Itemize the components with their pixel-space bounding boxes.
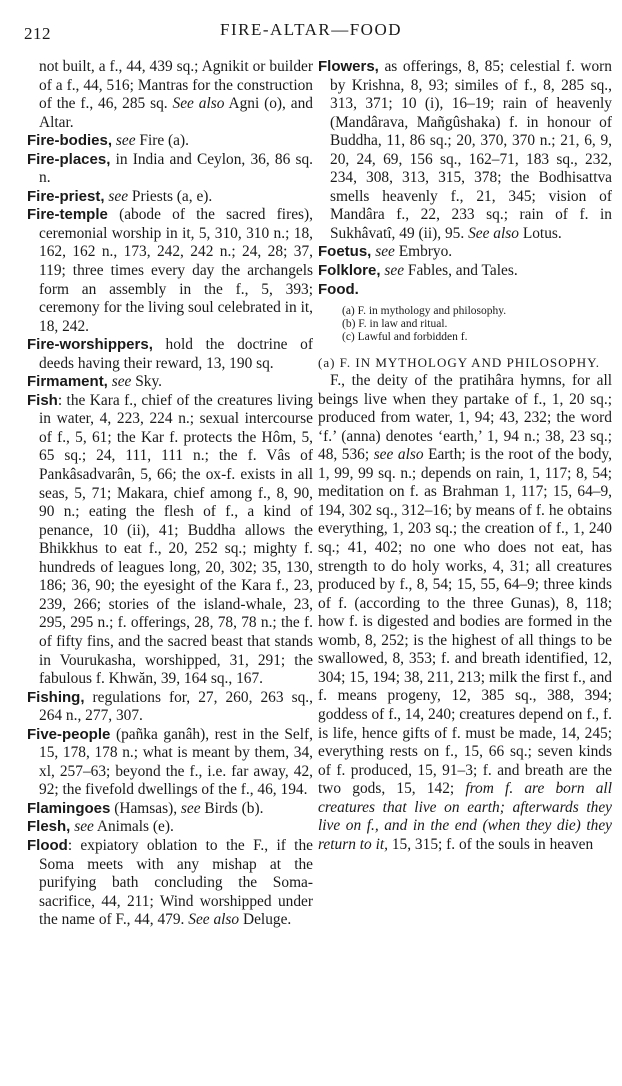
- entry-text: Fables, and Tales.: [407, 262, 518, 280]
- headword: Foetus,: [318, 243, 372, 261]
- entry-text: Earth; is the root of the body, 1, 99, 99 sq. n.; depends on rain, 1, 117; 8, 54; meditation on f. as Brahman 1, 117; 15, 64–9, 194, 302 sq., 312–16; by means of f. he obtains everything, 1, 203 sq.; the creation of f., 1, 240 sq.; 41, 402; no one who does not eat, has strength to do holy works, 4, 31; all creatures produced by f., 8, 54; 15, 55, 64–9; three kinds of f. (according to the three Gunas), 8, 118; how f. is digested and bodies are formed in the womb, 8, 252; is the highest of all things to be swallowed, 8, 353; f. and breath identified, 12, 304; 15, 194; 38, 211, 213; milk the first f., and f. means progeny, 12, 385 sq., 388, 394; goddess of f., 14, 240; creatures depend on f., f. is life, hence gifts of f. must be made, 14, 245; everything rests on f., 15, 66 sq.; seven kinds of f. produced, 15, 91–3; f. and breath are the two gods, 15, 142;: [318, 446, 612, 798]
- headword: Fishing,: [27, 688, 85, 706]
- subsection-item: (a) F. in mythology and philosophy.: [342, 305, 507, 318]
- cross-reference: see: [108, 187, 129, 205]
- entry-text: : the Kara f., chief of the creatures living in water, 4, 223, 224 n.; sexual intercourse of f., 5, 61; the Kar f. protects the Hôm, 5, 65 sq.; 24, 111, 111 n.; the f. Vâs of Pankâsadvarân, 5, 66; the ox-f. exists in all seas, 5, 71; Makara, chief among f., 8, 90, 90 n.; eating the flesh of f., a kind of penance, 10 (ii), 41; Buddha allows the Bhikkhus to eat f., 20, 252 sq.; mighty f. hundreds of leagues long, 20, 302; 35, 130, 186; 36, 90; the eyesight of the Kara f., 23, 239, 266; stories of the island-whale, 23, 295, 295 n.; f. offerings, 28, 78, 78 n.; the f. of fifty fins, and the sacred beast that stands in Vourukasha, worshipped, 31, 291; the fabulous f. Khwăn, 39, 164 sq., 167.: [39, 391, 313, 688]
- index-entry: [318, 262, 612, 281]
- left-column: [27, 58, 313, 1080]
- entry-text: : expiatory oblation to the F., if the Soma meets with any mishap at the purifying bath concluding the Soma-sacrifice, 44, 211; Wind worshipped under the name of F., 44, 479.: [39, 836, 313, 929]
- index-entry: [27, 336, 313, 373]
- headword: Flood: [27, 836, 68, 854]
- index-entry: [27, 837, 313, 930]
- headword: Fish: [27, 391, 58, 409]
- running-head: FIRE-ALTAR—FOOD: [219, 20, 403, 39]
- subsection-item: (b) F. in law and ritual.: [342, 318, 448, 331]
- entry-text: (pañka ganâh), rest in the Self, 15, 178, 178 n.; what is meant by them, 34, xl, 257–63; beyond the f., i.e. far away, 42, 92; the fivefold dwellings of the f., 46, 194.: [39, 725, 313, 799]
- index-entry-continuation: [27, 58, 313, 132]
- headword: Fire-bodies,: [27, 132, 113, 150]
- index-entry: [27, 373, 313, 392]
- cross-reference: see: [115, 132, 136, 150]
- index-entry-body: [318, 372, 612, 854]
- headword: Flamingoes: [27, 799, 111, 817]
- entry-text: Sky.: [135, 373, 163, 391]
- entry-text: (Hamsas),: [114, 799, 178, 817]
- entry-text: Lotus.: [522, 224, 562, 242]
- index-entry: [27, 132, 313, 151]
- cross-reference: See also: [468, 224, 519, 242]
- headword: Fire-worshippers,: [27, 336, 153, 354]
- index-entry: [27, 188, 313, 207]
- italic-quotation: from f. are born all creatures that live on earth; afterwards they live on f., and in the end (when they die) they return to it,: [318, 780, 612, 853]
- headword: Five-people: [27, 725, 111, 743]
- entry-text: Birds (b).: [204, 799, 264, 817]
- index-entry: [318, 58, 612, 243]
- cross-reference: see: [74, 818, 94, 836]
- index-entry: [27, 818, 313, 837]
- cross-reference: see: [384, 262, 405, 280]
- entry-text: regulations for, 27, 260, 263 sq., 264 n., 277, 307.: [39, 688, 313, 725]
- index-entry: [27, 800, 313, 819]
- cross-reference: See also: [172, 95, 225, 113]
- headword: Flesh,: [27, 818, 71, 836]
- index-entry: [318, 243, 612, 262]
- entry-text: 15, 315; f. of the souls in heaven: [391, 835, 594, 853]
- section-heading: (a) F. IN MYTHOLOGY AND PHILOSOPHY.: [318, 355, 601, 371]
- headword: Folklore,: [318, 262, 381, 280]
- subsection-item: (c) Lawful and forbidden f.: [342, 331, 468, 344]
- entry-text: as offerings, 8, 85; celestial f. worn by Krishna, 8, 93; similes of f., 8, 285 sq., 313, 371; 10 (i), 16–19; rain of heavenly (Mandârava, Mañgûshaka) f. in honour of Buddha, 11, 86 sq.; 20, 370, 370 n.; 21, 6, 9, 20, 24, 69, 156 sq., 162–71, 183 sq., 232, 234, 308, 313, 315, 378; the Bodhisattva smells heavenly f., 21, 345; vision of Mandâra f., 22, 233 sq.; rain of f. in Sukhâvatî, 49 (ii), 95.: [330, 58, 612, 242]
- headword: Flowers,: [318, 58, 379, 75]
- entry-text: not built, a f., 44, 439 sq.; Agnikit or builder of a f., 44, 516; Mantras for the construction of the f., 46, 285 sq.: [39, 58, 313, 113]
- cross-reference: See also: [188, 911, 240, 929]
- index-entry: [27, 726, 313, 800]
- headword: Fire-places,: [27, 150, 111, 168]
- entry-text: F., the deity of the pratihâra hymns, for all beings live when they partake of f., 1, 20 sq.; produced from water, 1, 94; 43, 232; the word ‘f.’ (anna) denotes ‘earth,’ 1, 94 n.; 38, 23 sq.; 48, 536;: [318, 372, 612, 464]
- entry-text: hold the doctrine of deeds having their reward, 13, 190 sq.: [39, 336, 313, 372]
- cross-reference: see: [111, 373, 132, 391]
- index-entry: [27, 151, 313, 188]
- entry-text: (abode of the sacred fires), ceremonial worship in it, 5, 310, 310 n.; 18, 162, 162 n., 173, 242, 242 n.; 24, 28; 37, 119; three times every day the archangels form an assembly in the f., 5, 393; ceremony for the living soul celebrated in it, 18, 242.: [39, 206, 313, 335]
- index-entry: [318, 281, 612, 300]
- headword: Fire-temple: [27, 206, 108, 224]
- entry-text: Embryo.: [398, 243, 453, 261]
- index-entry: [27, 392, 313, 689]
- headword: Firmament,: [27, 373, 108, 391]
- entry-text: Fire (a).: [139, 132, 189, 150]
- right-column: [318, 58, 612, 1080]
- headword: Fire-priest,: [27, 187, 105, 205]
- index-entry: [27, 206, 313, 336]
- cross-reference: see also: [373, 446, 424, 464]
- headword: Food.: [318, 280, 359, 298]
- index-entry: [27, 689, 313, 726]
- entry-text: Agni (o), and Altar.: [39, 95, 313, 131]
- page-header: [0, 0, 622, 52]
- entry-text: in India and Ceylon, 36, 86 sq. n.: [39, 150, 313, 187]
- food-subsection-list: [318, 305, 612, 344]
- entry-text: Animals (e).: [96, 818, 174, 836]
- cross-reference: see: [180, 799, 201, 817]
- page-number: 212: [24, 24, 51, 43]
- entry-text: Priests (a, e).: [131, 187, 213, 205]
- entry-text: Deluge.: [242, 911, 292, 929]
- cross-reference: see: [375, 243, 395, 261]
